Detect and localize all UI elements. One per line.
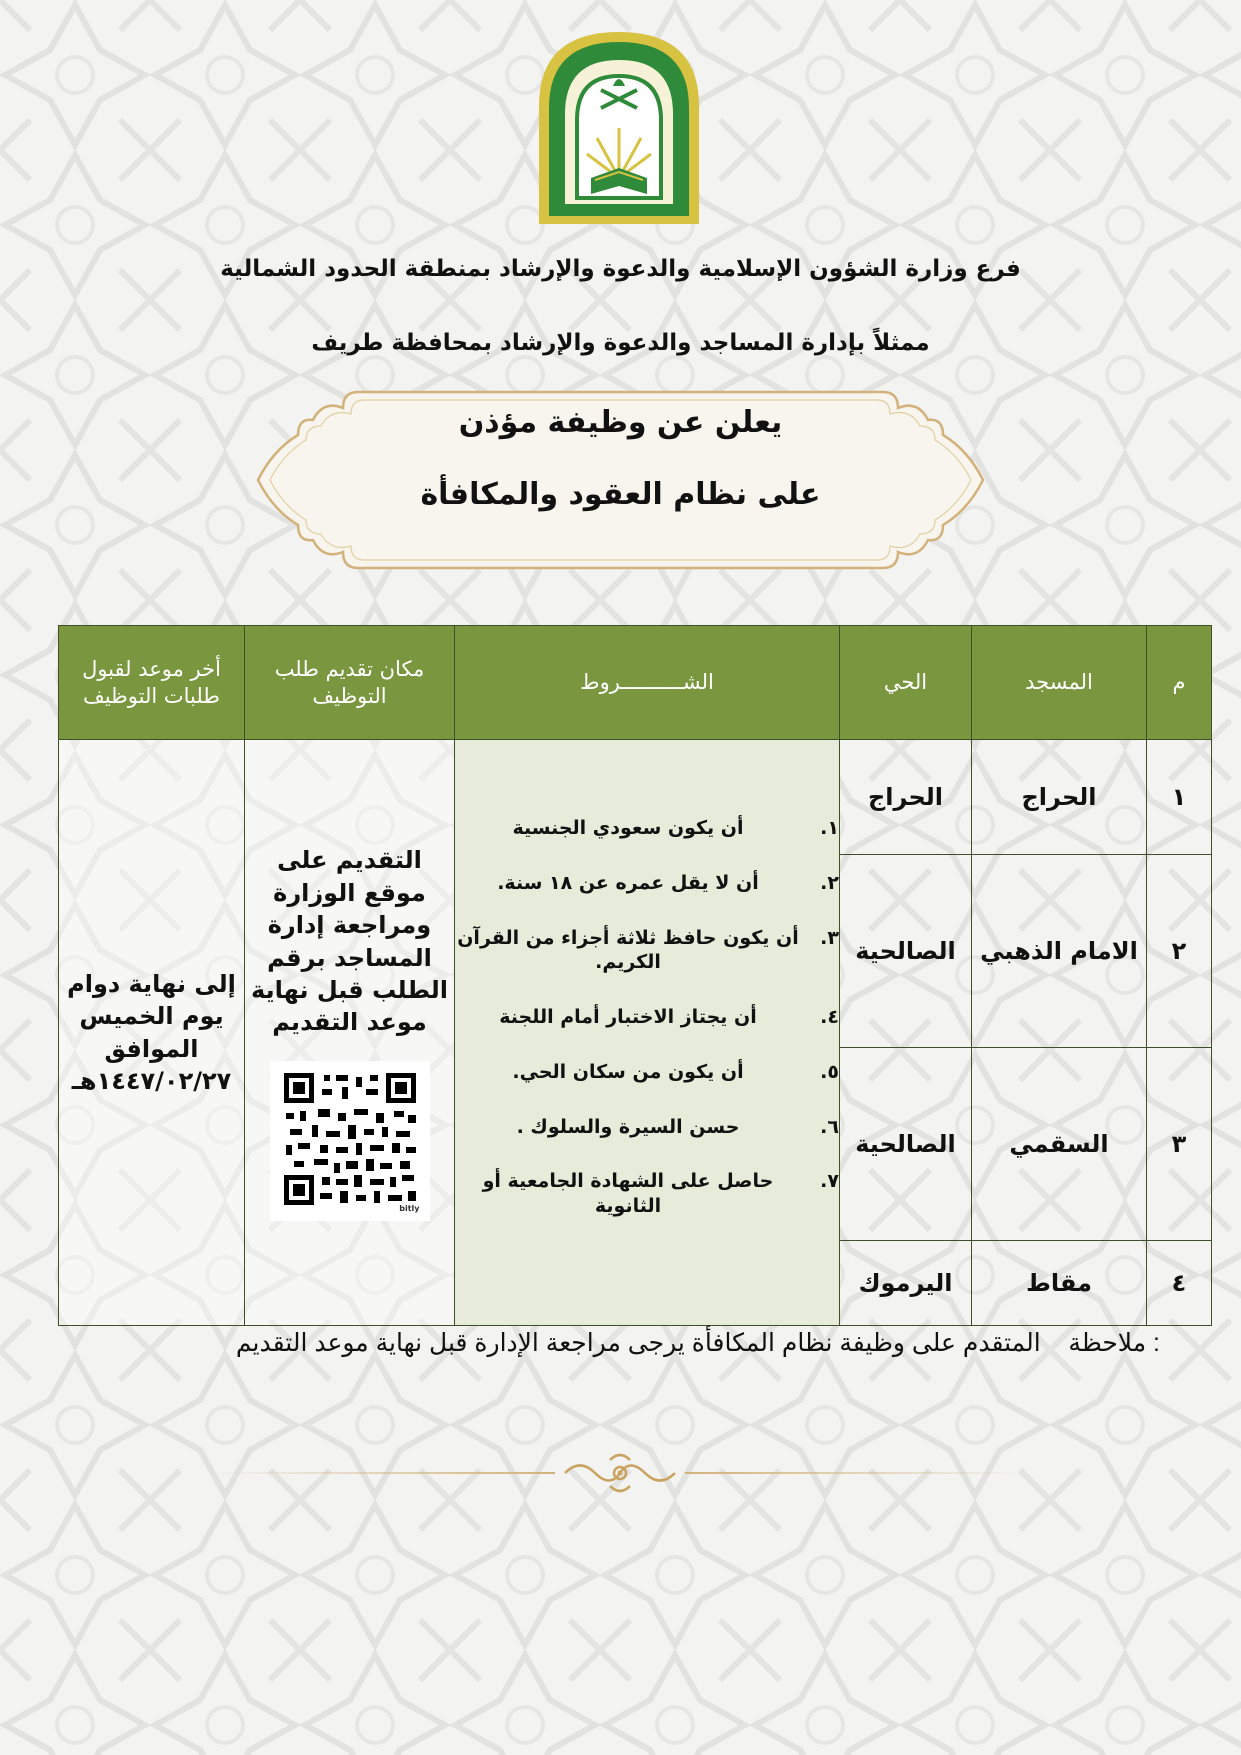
conditions-cell: [455, 740, 840, 1326]
ornamental-divider: [215, 1448, 1025, 1498]
deadline-cell: [59, 740, 245, 1326]
ministry-emblem-logo: [535, 28, 703, 228]
district-name: الصالحية: [840, 1048, 972, 1241]
announcement-title: يعلن عن وظيفة مؤذن: [458, 405, 783, 440]
table-header-row: [59, 626, 1212, 740]
apply-place-text: التقديم على موقع الوزارة ومراجعة إدارة المساجد برقم الطلب قبل نهاية موعد التقديم: [251, 846, 448, 1037]
qr-code-icon[interactable]: [270, 1061, 430, 1221]
apply-place-cell: [245, 740, 455, 1326]
row-number: ٣: [1147, 1048, 1212, 1241]
header-apply-place: مكان تقديم طلب التوظيف: [245, 626, 455, 740]
district-name: اليرموك: [840, 1241, 972, 1326]
header-conditions: الشــــــــــروط: [455, 626, 840, 740]
header-num: م: [1147, 626, 1212, 740]
row-number: ١: [1147, 740, 1212, 855]
conditions-list: [455, 816, 839, 1218]
condition-item: ٥. أن يكون من سكان الحي.: [512, 1060, 839, 1083]
deadline-text: إلى نهاية دوام يوم الخميس الموافق ١٤٤٧/٠٢/٢٧هـ: [67, 969, 236, 1095]
mosque-name: السقمي: [972, 1048, 1147, 1241]
jobs-table: [58, 625, 1212, 1326]
condition-item: ٧. حاصل على الشهادة الجامعية أو الثانوية: [482, 1170, 839, 1217]
note-text: : ملاحظة المتقدم على وظيفة نظام المكافأة يرجى مراجعة الإدارة قبل نهاية موعد التقديم: [235, 1329, 1160, 1357]
header-deadline: أخر موعد لقبول طلبات التوظيف: [59, 626, 245, 740]
row-number: ٢: [1147, 855, 1212, 1048]
condition-item: ٣. أن يكون حافظ ثلاثة أجزاء من القرآن الكريم.: [457, 926, 839, 974]
condition-item: ١. أن يكون سعودي الجنسية: [512, 817, 839, 840]
qr-code-graphic: [284, 1073, 416, 1205]
condition-item: ٢. أن لا يقل عمره عن ١٨ سنة.: [497, 872, 839, 895]
condition-item: ٦. حسن السيرة والسلوك .: [516, 1115, 839, 1138]
header-line-administration: ممثلاً بإدارة المساجد والدعوة والإرشاد بمحافظة طريف: [311, 330, 930, 356]
mosque-name: الحراج: [972, 740, 1147, 855]
table-row: [59, 740, 1212, 855]
row-number: ٤: [1147, 1241, 1212, 1326]
header-line-ministry: فرع وزارة الشؤون الإسلامية والدعوة والإرشاد بمنطقة الحدود الشمالية: [220, 256, 1021, 282]
condition-item: ٤. أن يجتاز الاختبار أمام اللجنة: [499, 1006, 839, 1029]
header-district: الحي: [840, 626, 972, 740]
announcement-subtitle: على نظام العقود والمكافأة: [420, 477, 821, 512]
mosque-name: مقاط: [972, 1241, 1147, 1326]
district-name: الحراج: [840, 740, 972, 855]
mosque-name: الامام الذهبي: [972, 855, 1147, 1048]
qr-caption: bitly: [399, 1203, 420, 1213]
header-mosque: المسجد: [972, 626, 1147, 740]
district-name: الصالحية: [840, 855, 972, 1048]
